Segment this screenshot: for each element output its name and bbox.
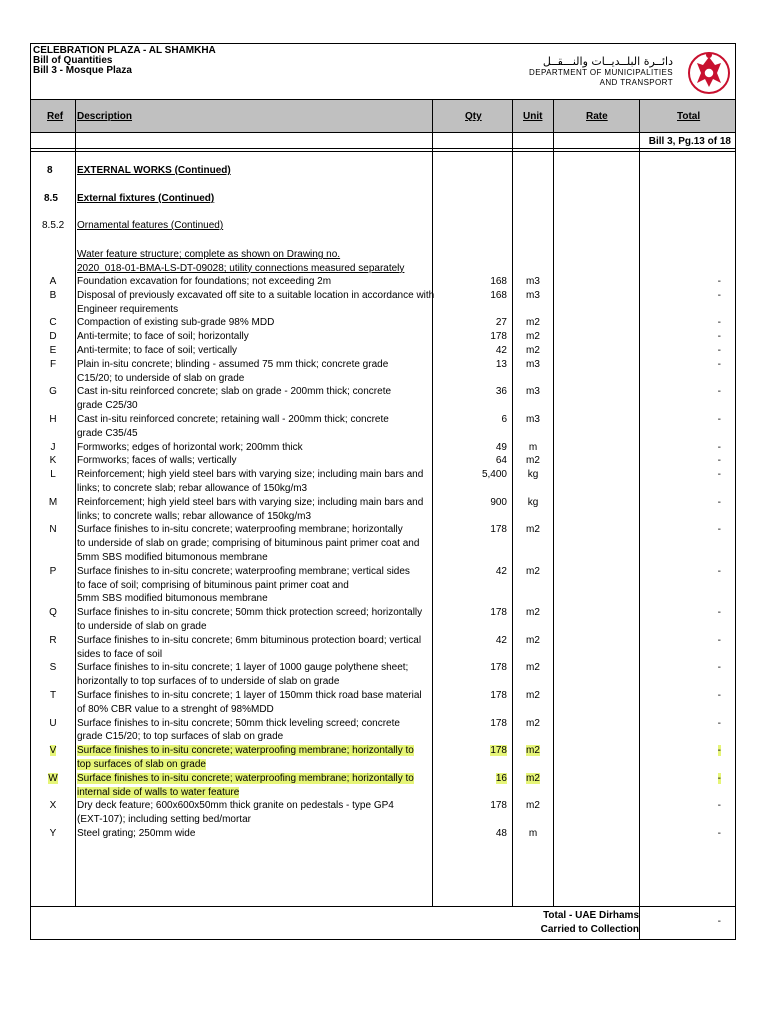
item-description <box>77 468 429 496</box>
item-unit: m2 <box>526 317 540 329</box>
item-description-line <box>77 289 435 303</box>
item-description-line <box>77 772 429 786</box>
item-description <box>77 523 429 564</box>
item-ref: D <box>49 331 57 343</box>
intro-line: Water feature structure; complete as shown on Drawing no. <box>77 249 341 260</box>
item-unit: m2 <box>526 607 540 619</box>
total-label: Total - UAE Dirhams <box>543 910 639 921</box>
item-total: - <box>717 345 721 356</box>
item-total: - <box>717 331 721 343</box>
item-description-line <box>77 385 429 399</box>
item-total: - <box>717 358 721 370</box>
item-description-line <box>77 592 429 606</box>
item-description-text: Engineer requirements <box>77 303 179 315</box>
item-description-text: Surface finishes to in-situ concrete; 50mm thick leveling screed; concrete <box>77 717 400 729</box>
item-qty: 64 <box>495 455 507 467</box>
item-qty: 42 <box>495 634 507 646</box>
item-ref: A <box>49 276 57 287</box>
item-qty: 178 <box>490 607 507 619</box>
item-description-text: 5mm SBS modified bitumonous membrane <box>77 551 268 563</box>
item-description-line <box>77 717 429 731</box>
column-header-unit: Unit <box>523 111 543 122</box>
item-description-text: to underside of slab on grade <box>77 620 207 632</box>
item-total: - <box>717 717 721 729</box>
item-qty: 900 <box>490 496 507 508</box>
item-description <box>77 289 435 317</box>
item-description-text: Surface finishes to in-situ concrete; waterproofing membrane; horizontally to <box>77 745 414 757</box>
item-description-line <box>77 827 429 841</box>
item-description-text: grade C25/30 <box>77 400 138 412</box>
divider <box>31 906 735 907</box>
item-description-text: Steel grating; 250mm wide <box>77 828 196 839</box>
boq-sheet <box>30 43 736 940</box>
item-description-line <box>77 303 429 317</box>
falcon-emblem-icon <box>687 49 731 95</box>
item-description-line <box>77 813 429 827</box>
item-description-line <box>77 606 429 620</box>
item-description-text: internal side of walls to water feature <box>77 786 240 798</box>
item-qty: 168 <box>490 276 507 287</box>
item-description-line <box>77 372 429 386</box>
item-total-text: - <box>717 772 721 784</box>
item-qty: 178 <box>490 800 507 812</box>
item-qty-text: 178 <box>490 745 507 757</box>
item-description-line <box>77 468 429 482</box>
item-description <box>77 316 429 330</box>
item-ref: E <box>49 345 57 356</box>
subsubsection-ref: 8.5.2 <box>42 220 65 231</box>
item-ref: R <box>49 634 57 646</box>
item-qty: 48 <box>495 828 507 839</box>
item-description-text: grade C15/20; to top surfaces of slab on grade <box>77 731 284 743</box>
item-description-text: 5mm SBS modified bitumonous membrane <box>77 593 268 605</box>
item-description <box>77 454 429 468</box>
item-ref: Y <box>49 828 57 839</box>
item-total: - <box>717 276 721 287</box>
item-description <box>77 606 429 634</box>
item-description-text: Reinforcement; high yield steel bars with varying size; including main bars and <box>77 469 424 481</box>
department-name-line2: AND TRANSPORT <box>599 78 673 87</box>
grid-line <box>553 99 554 906</box>
item-ref <box>31 744 75 758</box>
item-description-line <box>77 730 429 744</box>
item-unit: m2 <box>526 800 540 812</box>
item-description-text: Cast in-situ reinforced concrete; slab on grade - 200mm thick; concrete <box>77 386 392 398</box>
item-qty: 5,400 <box>481 469 507 481</box>
section-title: EXTERNAL WORKS (Continued) <box>77 165 231 176</box>
item-ref-text: V <box>49 745 57 757</box>
divider <box>31 151 735 152</box>
item-description-text: horizontally to top surfaces of to underside of slab on grade <box>77 676 340 688</box>
item-description <box>77 634 429 662</box>
item-unit: m <box>528 441 538 453</box>
item-description-line <box>77 661 429 675</box>
item-ref: X <box>49 800 57 812</box>
item-description-text: Dry deck feature; 600x600x50mm thick granite on pedestals - type GP4 <box>77 800 394 812</box>
item-description-line <box>77 275 429 289</box>
document-type: Bill of Quantities <box>33 55 113 66</box>
item-total <box>643 772 721 786</box>
item-description-text: Surface finishes to in-situ concrete; 1 layer of 1000 gauge polythene sheet; <box>77 662 409 674</box>
item-qty <box>433 744 507 758</box>
item-description <box>77 496 429 524</box>
item-description-line <box>77 441 429 455</box>
item-qty: 178 <box>490 662 507 674</box>
item-description-line <box>77 523 429 537</box>
item-ref: G <box>49 386 57 398</box>
item-unit: m3 <box>526 276 540 287</box>
item-description-line <box>77 496 429 510</box>
item-description-text: Cast in-situ reinforced concrete; retaining wall - 200mm thick; concrete <box>77 414 389 425</box>
department-name-arabic: دائــرة البلــديــات والنـــقــل <box>542 55 673 68</box>
item-description-text: Reinforcement; high yield steel bars with varying size; including main bars and <box>77 496 424 508</box>
item-total: - <box>717 524 721 536</box>
item-description-text: (EXT-107); including setting bed/mortar <box>77 814 251 826</box>
item-ref: H <box>49 414 57 425</box>
item-total: - <box>717 455 721 467</box>
item-total: - <box>717 634 721 646</box>
item-total: - <box>717 828 721 839</box>
item-description-line <box>77 634 429 648</box>
item-ref: P <box>49 565 57 577</box>
item-qty: 178 <box>490 524 507 536</box>
document-header <box>33 46 216 76</box>
department-name-line1: DEPARTMENT OF MUNICIPALITIES <box>529 68 673 77</box>
item-total: - <box>717 289 721 301</box>
item-description <box>77 565 429 606</box>
item-description-text: sides to face of soil <box>77 648 163 660</box>
item-total: - <box>717 800 721 812</box>
item-description-text: to underside of slab on grade; comprising of bituminous paint primer coat and <box>77 538 420 550</box>
bill-title: Bill 3 - Mosque Plaza <box>33 65 132 76</box>
item-total: - <box>717 441 721 453</box>
item-description-line <box>77 689 429 703</box>
item-qty: 168 <box>490 289 507 301</box>
item-description-line <box>77 799 429 813</box>
column-header-ref: Ref <box>47 111 64 122</box>
item-description-text: Surface finishes to in-situ concrete; waterproofing membrane; horizontally <box>77 524 403 536</box>
department-name <box>529 55 673 88</box>
item-description <box>77 413 429 441</box>
item-unit-text: m2 <box>526 745 540 757</box>
item-unit: m2 <box>526 565 540 577</box>
item-description-text: Surface finishes to in-situ concrete; 6mm bituminous protection board; vertical <box>77 634 422 646</box>
item-unit: m3 <box>526 358 540 370</box>
item-ref: C <box>49 317 57 329</box>
item-description-text: top surfaces of slab on grade <box>77 758 206 770</box>
divider <box>31 148 735 149</box>
item-total-text: - <box>717 745 721 757</box>
item-description-line <box>77 399 429 413</box>
item-description-line <box>77 316 429 330</box>
item-description-text: to face of soil; comprising of bituminous paint primer coat and <box>77 579 349 591</box>
item-unit <box>513 744 553 758</box>
item-description-line <box>77 358 429 372</box>
item-qty: 42 <box>495 345 507 356</box>
item-description-line <box>77 427 429 441</box>
grid-line <box>639 99 640 940</box>
subsection-ref: 8.5 <box>44 193 58 204</box>
item-unit: m <box>528 828 538 839</box>
item-ref: U <box>49 717 57 729</box>
item-total: - <box>717 565 721 577</box>
item-description-text: Plain in-situ concrete; blinding - assumed 75 mm thick; concrete grade <box>77 358 389 370</box>
item-ref: T <box>49 690 57 701</box>
item-qty: 178 <box>490 690 507 701</box>
item-description-text: Formworks; edges of horizontal work; 200mm thick <box>77 441 303 453</box>
item-description-line <box>77 565 429 579</box>
item-unit <box>513 772 553 786</box>
item-unit: m3 <box>526 386 540 398</box>
item-description-line <box>77 344 429 358</box>
item-unit: m2 <box>526 524 540 536</box>
item-unit: m2 <box>526 331 540 343</box>
item-description-line <box>77 648 429 662</box>
intro-line: 2020_018-01-BMA-LS-DT-09028; utility connections measured separately <box>77 262 405 274</box>
item-description-text: Foundation excavation for foundations; not exceeding 2m <box>77 276 332 287</box>
item-description <box>77 799 429 827</box>
item-description <box>77 827 429 841</box>
item-unit: m2 <box>526 690 540 701</box>
item-total: - <box>717 496 721 508</box>
item-description-line <box>77 454 429 468</box>
item-total: - <box>717 386 721 398</box>
grand-total: - <box>717 916 721 927</box>
item-description-text: Formworks; faces of walls; vertically <box>77 455 237 467</box>
item-qty: 36 <box>495 386 507 398</box>
item-total: - <box>717 662 721 674</box>
column-header-qty: Qty <box>465 111 482 122</box>
item-ref: Q <box>49 607 57 619</box>
item-qty <box>433 772 507 786</box>
item-qty: 27 <box>495 317 507 329</box>
item-description-line <box>77 579 429 593</box>
column-header-rate: Rate <box>586 111 608 122</box>
item-description-line <box>77 482 429 496</box>
item-description-line <box>77 744 429 758</box>
item-ref: J <box>50 441 56 453</box>
item-unit: kg <box>527 469 539 481</box>
item-description-text: Compaction of existing sub-grade 98% MDD <box>77 317 275 329</box>
item-ref: K <box>49 455 57 467</box>
item-description-text: Surface finishes to in-situ concrete; 1 layer of 150mm thick road base material <box>77 690 422 701</box>
item-description <box>77 661 429 689</box>
item-ref: S <box>49 662 57 674</box>
page-reference: Bill 3, Pg.13 of 18 <box>648 136 731 147</box>
item-ref: N <box>49 524 57 536</box>
item-description-text: Anti-termite; to face of soil; horizontally <box>77 331 249 343</box>
item-description <box>77 358 429 386</box>
item-unit: m2 <box>526 634 540 646</box>
item-description-line <box>77 537 429 551</box>
item-description <box>77 441 429 455</box>
item-qty: 42 <box>495 565 507 577</box>
item-description <box>77 772 429 800</box>
item-description <box>77 330 429 344</box>
item-total: - <box>717 469 721 481</box>
item-qty: 178 <box>490 717 507 729</box>
item-qty: 6 <box>501 414 507 425</box>
item-ref: M <box>48 496 58 508</box>
item-description-line <box>77 675 429 689</box>
item-unit: m2 <box>526 345 540 356</box>
grid-line <box>75 99 76 906</box>
item-description-line <box>77 758 429 772</box>
item-unit: kg <box>527 496 539 508</box>
item-unit: m2 <box>526 455 540 467</box>
item-ref: F <box>49 358 57 370</box>
item-unit: m3 <box>526 414 540 425</box>
item-description-text: Anti-termite; to face of soil; vertically <box>77 345 238 356</box>
item-qty: 178 <box>490 331 507 343</box>
project-title: CELEBRATION PLAZA - AL SHAMKHA <box>33 45 216 56</box>
section-ref: 8 <box>47 165 53 176</box>
item-description-text: Surface finishes to in-situ concrete; waterproofing membrane; vertical sides <box>77 565 410 577</box>
item-total: - <box>717 690 721 701</box>
item-qty: 49 <box>495 441 507 453</box>
item-description <box>77 744 429 772</box>
item-unit: m3 <box>526 289 540 301</box>
item-description-text: C15/20; to underside of slab on grade <box>77 372 245 384</box>
subsubsection-title: Ornamental features (Continued) <box>77 220 224 231</box>
item-description-text: links; to concrete slab; rebar allowance of 150kg/m3 <box>77 482 308 494</box>
item-description-text: of 80% CBR value to a strenght of 98%MDD <box>77 703 274 715</box>
item-total: - <box>717 414 721 425</box>
item-description-line <box>77 703 429 717</box>
carried-label: Carried to Collection <box>540 924 639 935</box>
item-description <box>77 275 429 289</box>
item-description-line <box>77 510 429 524</box>
column-header-band <box>31 99 735 133</box>
item-description-line <box>77 330 429 344</box>
item-description <box>77 344 429 358</box>
item-description-text: Disposal of previously excavated off site to a suitable location in accordance with <box>77 289 435 301</box>
item-total <box>643 744 721 758</box>
item-description-text: Surface finishes to in-situ concrete; waterproofing membrane; horizontally to <box>77 772 414 784</box>
item-description <box>77 717 429 745</box>
item-ref <box>31 772 75 786</box>
column-header-total: Total <box>677 111 701 122</box>
item-ref-text: W <box>48 772 58 784</box>
item-unit: m2 <box>526 662 540 674</box>
item-unit-text: m2 <box>526 772 540 784</box>
item-total: - <box>717 607 721 619</box>
item-unit: m2 <box>526 717 540 729</box>
item-description-line <box>77 620 429 634</box>
item-description <box>77 689 429 717</box>
subsection-title: External fixtures (Continued) <box>77 193 215 204</box>
item-description-text: links; to concrete walls; rebar allowance of 150kg/m3 <box>77 510 312 522</box>
item-total: - <box>717 317 721 329</box>
item-description-line <box>77 786 429 800</box>
item-description-text: Surface finishes to in-situ concrete; 50mm thick protection screed; horizontally <box>77 607 423 619</box>
item-description-text: grade C35/45 <box>77 427 138 439</box>
item-description-line <box>77 551 429 565</box>
item-qty: 13 <box>495 358 507 370</box>
department-logo <box>491 47 731 95</box>
item-qty-text: 16 <box>495 772 507 784</box>
item-description-line <box>77 413 429 427</box>
item-description <box>77 385 429 413</box>
item-ref: B <box>49 289 57 301</box>
item-ref: L <box>50 469 56 481</box>
column-header-description: Description <box>77 111 133 122</box>
